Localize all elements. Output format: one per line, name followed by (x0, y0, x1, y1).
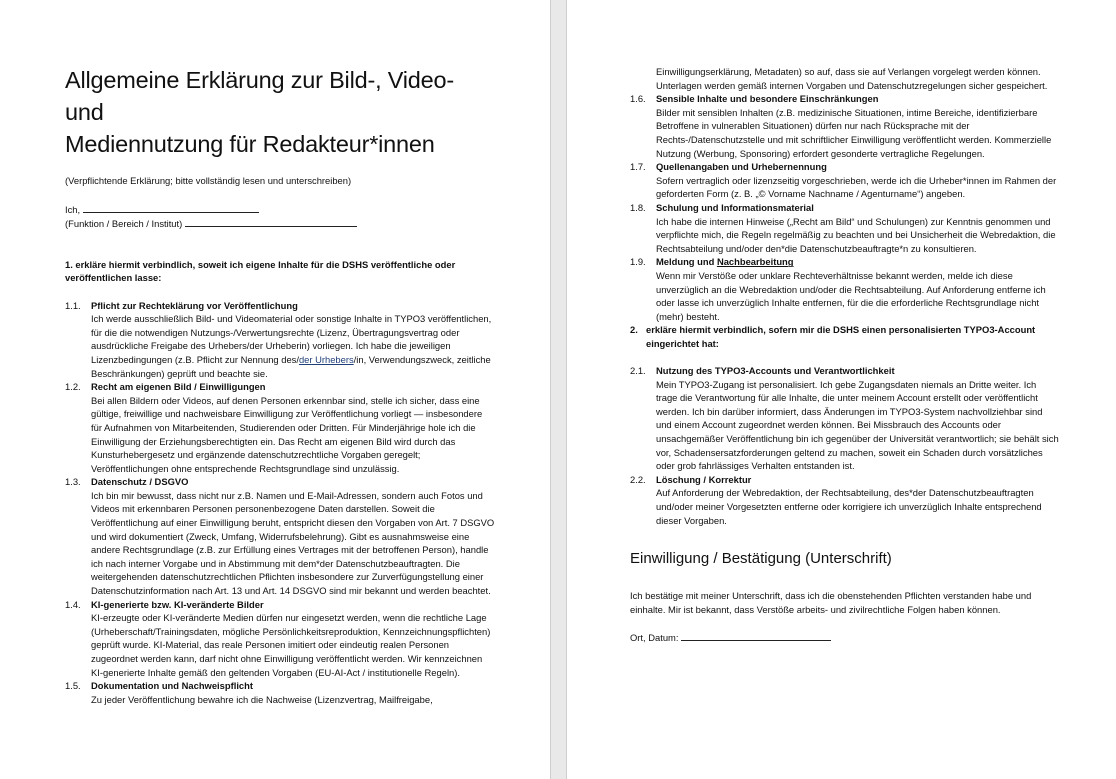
section-1-heading: 1. erkläre hiermit verbindlich, soweit ich eigene Inhalte für die DSHS veröffentliche oder veröffentlichen lasse: (65, 258, 456, 284)
item-heading (656, 255, 1060, 269)
item-body: Auf Anforderung der Webredaktion, der Rechtsabteilung, des*der Datenschutzbeauftragten und/oder meiner Vorgesetzten entferne oder korrigiere ich unverzüglich Inhalte entsprechend dieser Vorgaben. (656, 487, 1042, 526)
spellcheck-word: der Urhebers (298, 353, 354, 365)
signature-heading: Einwilligung / Bestätigung (Unterschrift) (630, 550, 892, 568)
item-heading: Dokumentation und Nachweispflicht (91, 680, 253, 692)
ort-datum-row (630, 630, 1060, 645)
item-heading: Nutzung des TYPO3-Accounts und Verantwortlichkeit (656, 365, 895, 377)
item-number: 1.8. (630, 201, 646, 213)
item-body: Mein TYPO3-Zugang ist personalisiert. Ich gebe Zugangsdaten niemals an Dritte weiter. Ich trage die Verantwortung für alle Inhalte, die unter meinem Account erstellt oder veröffentlicht werden. Ich bin darüber informiert, dass Änderungen im TYPO3-System nachvollziehbar sind und einem Account zugeordnet werden können. Bei Missbrauch des Accounts oder unsachgemäßer Veröffentlichung bin ich gegenüber der Universität verantwortlich; sie behält sich vor, Schadensersatzforderungen geltend zu machen, soweit ein Schaden durch vorsätzliches oder grob fahrlässiges Verhalten entstanden ist. (656, 378, 1059, 472)
page-content (630, 65, 1060, 645)
mandatory-note: (Verpflichtende Erklärung; bitte vollständig lesen und unterschreiben) (65, 175, 352, 186)
ort-datum-input-line[interactable] (681, 630, 831, 641)
item-heading: Schulung und Informationsmaterial (656, 201, 814, 213)
section-text: erkläre hiermit verbindlich, sofern mir die DSHS einen personalisierten TYPO3-Account eingerichtet hat: (646, 324, 1036, 349)
list-item (65, 679, 495, 706)
list-item (65, 380, 495, 475)
name-input-line[interactable] (83, 202, 259, 213)
item-body (91, 312, 495, 380)
ich-label: Ich, (65, 203, 81, 215)
item-heading: Quellenangaben und Urhebernennung (656, 161, 827, 173)
ort-datum-label: Ort, Datum: (630, 631, 679, 643)
item-heading: Datenschutz / DSGVO (91, 476, 189, 488)
funktion-label: (Funktion / Bereich / Institut) (65, 218, 183, 230)
item-number: 2.2. (630, 473, 646, 485)
item-text: /in, Verwendungszweck, zeitliche Beschränkungen) geprüft und beachte sie. (91, 353, 491, 379)
item-heading: Löschung / Korrektur (656, 473, 752, 485)
section-number: 2. (630, 324, 638, 336)
item-number: 1.4. (65, 598, 81, 610)
item-body: Ich bin mir bewusst, dass nicht nur z.B. Namen und E-Mail-Adressen, sondern auch Fotos und Videos mit erkennbaren Personen personenbezogene Daten darstellen. Soweit die Veröffentlichung auf einer Einwilligung beruht, entspricht diesen den Vorgaben von Art. 7 DSGVO und wird dokumentiert (Zweck, Umfang, Widerrufsbelehrung). Gibt es ausnahmsweise eine andere Rechtsgrundlage (z.B. zur Erfüllung eines Vertrages mit der betroffenen Person), handle ich nach interner Vorgabe und in Abstimmung mit dem*der Datenschutzbeauftragten. Die weitergehenden datenschutzrechtlichen Pflichten insbesondere zur Zurverfügungstellung einer Datenschutzinformation nach Art. 13 und Art. 14 DSGVO sind mir bekannt und werden beachtet. (91, 489, 495, 597)
item-number: 1.3. (65, 476, 81, 488)
list-item (630, 92, 1060, 160)
item-body: KI-erzeugte oder KI-veränderte Medien dürfen nur eingesetzt werden, wenn die rechtliche Lage (Urheberschaft/Trainingsdaten, mögliche Persönlichkeitsreproduktion, Kennzeichnungspflichten) geprüft wurde. KI-Material, das reale Personen imitiert oder eindeutig realen Personen zugeordnet werden kann, darf nicht ohne Einwilligung veröffentlicht werden. Wir kennzeichnen KI-generierte Inhalte gemäß den geltenden Vorgaben (EU-AI-Act / institutionelle Regeln). (91, 612, 491, 678)
item-heading: KI-generierte bzw. KI-veränderte Bilder (91, 598, 264, 610)
document-page-right (567, 0, 1116, 779)
item-heading: Pflicht zur Rechteklärung vor Veröffentlichung (91, 299, 298, 311)
list-item (630, 364, 1060, 473)
ich-field-row (65, 202, 495, 217)
item-continuation: Einwilligungserklärung, Metadaten) so auf, dass sie auf Verlangen vorgelegt werden können. Unterlagen werden gemäß internen Vorgaben und Datenschutzregelungen sicher gespeichert. (656, 66, 1048, 91)
title-line-1: Allgemeine Erklärung zur Bild-, Video- und (65, 67, 455, 125)
title-line-2: Mediennutzung für Redakteur*innen (65, 131, 435, 157)
page-content (65, 64, 495, 706)
item-number: 1.9. (630, 256, 646, 268)
item-body: Bei allen Bildern oder Videos, auf denen Personen erkennbar sind, stelle ich sicher, dass eine gültige, freiwillige und nachweisbare Einwilligung zur Veröffentlichung vorliegt — insbesondere für Aufnahmen von Mitarbeitenden, Studierenden oder Dritten. Für Minderjährige hole ich die Einwilligung der Erziehungsberechtigten ein. Das Recht am eigenen Bild wird durch das Kunsturhebergesetz und ergänzende datenschutzrechtliche Vorgaben geregelt; Veröffentlichungen ohne entsprechende Rechtsgrundlage sind unzulässig. (91, 394, 483, 474)
item-text: Ich werde ausschließlich Bild- und Videomaterial oder sonstige Inhalte in TYPO3 veröffentlichen, für die die notwendigen Nutzungs-/Verwertungsrechte (Lizenz, Übertragungsvertrag oder ausdrückliche Freigabe des Urhebers/der Urheberin) vorliegen. Ich habe die jeweiligen Lizenzbedingungen (z.B. Pflicht zur Nennung des/ (91, 313, 492, 365)
funktion-input-line[interactable] (185, 216, 357, 227)
document-title (65, 64, 495, 160)
item-body: Ich habe die internen Hinweise („Recht am Bild“ und Schulungen) zur Kenntnis genommen und verpflichte mich, die Regeln regelmäßig zu beachten und bei Unsicherheit die Webredaktion, die Rechtsabteilung und/oder den*die Datenschutzbeauftragte*n zu konsultieren. (656, 215, 1056, 254)
item-number: 2.1. (630, 365, 646, 377)
list-item (65, 299, 495, 381)
item-body: Wenn mir Verstöße oder unklare Rechteverhältnisse bekannt werden, melde ich diese unverzüglich an die Webredaktion und/oder die Rechtsabteilung. Auf Anforderung entferne ich oder lasse ich unverzüglich Inhalte entfernen, für die die erforderliche Rechtsgrundlage nicht (mehr) besteht. (656, 269, 1046, 322)
heading-text: Meldung und (656, 256, 717, 268)
signature-text: Ich bestätige mit meiner Unterschrift, dass ich die obenstehenden Pflichten verstanden habe und einhalte. Mir ist bekannt, dass Verstöße arbeits- und zivilrechtliche Folgen haben können. (630, 590, 1032, 615)
item-heading: Recht am eigenen Bild / Einwilligungen (91, 381, 266, 393)
list-item (65, 598, 495, 680)
item-number: 1.2. (65, 381, 81, 393)
item-number: 1.5. (65, 680, 81, 692)
list-item (630, 201, 1060, 255)
list-item (65, 475, 495, 597)
item-heading: Sensible Inhalte und besondere Einschränkungen (656, 93, 879, 105)
document-page-left (0, 0, 550, 779)
item-body: Zu jeder Veröffentlichung bewahre ich die Nachweise (Lizenzvertrag, Mailfreigabe, (91, 693, 433, 705)
item-number: 1.7. (630, 161, 646, 173)
item-number: 1.1. (65, 299, 81, 311)
item-body: Bilder mit sensiblen Inhalten (z.B. medizinische Situationen, intime Bereiche, identifizierbare Betroffene in vulnerablen Situationen) dürfen nur nach Rücksprache mit der Rechts-/Datenschutzstelle und mit schriftlicher Einwilligung veröffentlicht werden. Kommerzielle Nutzung (Werbung, Sponsoring) erfordert gesonderte vertragliche Regelungen. (656, 106, 1052, 159)
list-item (630, 255, 1060, 323)
item-number: 1.6. (630, 93, 646, 105)
section-2-heading (630, 323, 1060, 350)
list-item (630, 473, 1060, 527)
funktion-field-row (65, 216, 495, 231)
heading-text-underlined: Nachbearbeitung (716, 256, 794, 268)
list-item (630, 160, 1060, 201)
item-body: Sofern vertraglich oder lizenzseitig vorgeschrieben, werde ich die Urheber*innen im Rahmen der geforderten Form (z. B. „© Vorname Nachname / Agenturname“) angeben. (656, 174, 1057, 200)
page-gutter (550, 0, 567, 779)
